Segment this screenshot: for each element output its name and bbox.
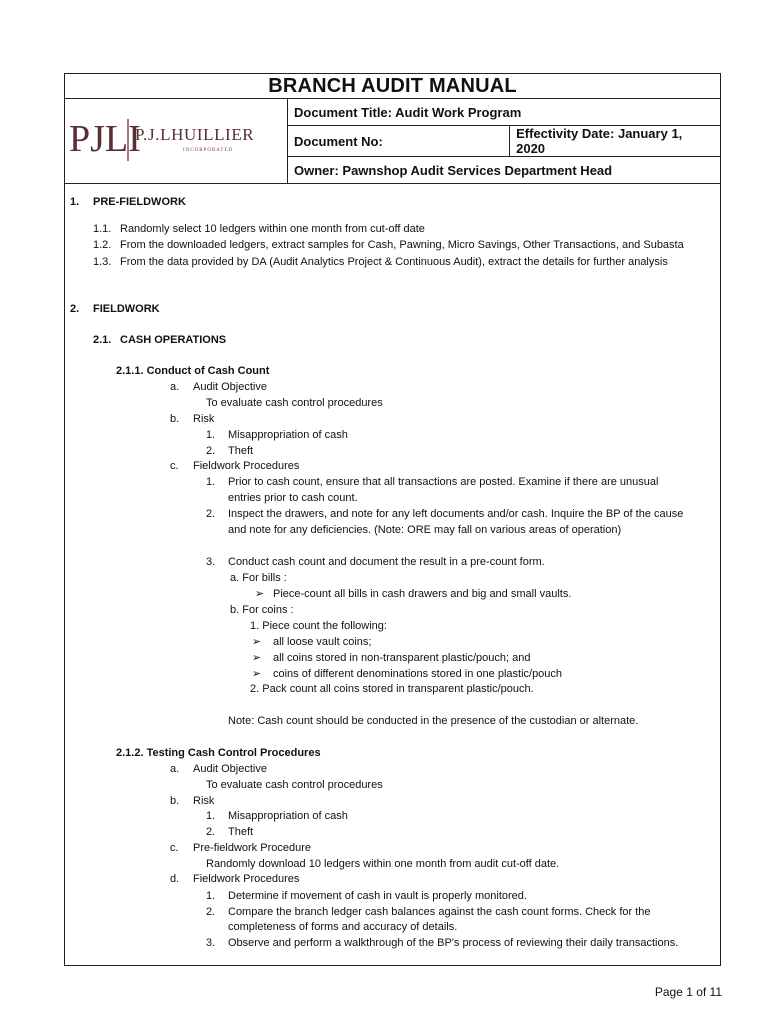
text-line: Piece-count all bills in cash drawers and big and small vaults.: [273, 588, 572, 600]
text-line: b. For coins :: [230, 604, 294, 616]
svg-text:INCORPORATED: INCORPORATED: [183, 148, 234, 153]
document-header: [65, 99, 720, 184]
document-title: Document Title: Audit Work Program: [294, 104, 522, 120]
text-line: Fieldwork Procedures: [193, 873, 300, 885]
text-line: entries prior to cash count.: [228, 492, 358, 504]
owner-row: [288, 157, 720, 183]
text-line: 2.1.1. Conduct of Cash Count: [116, 365, 270, 377]
svg-text:PJLI: PJLI: [69, 118, 141, 160]
text-line: Audit Objective: [193, 763, 267, 775]
text-line: Note: Cash count should be conducted in the presence of the custodian or alternate.: [228, 715, 639, 727]
text-line: c.: [170, 842, 179, 854]
text-line: To evaluate cash control procedures: [206, 779, 383, 791]
text-line: Theft: [228, 826, 254, 838]
text-line: a. For bills :: [230, 572, 287, 584]
text-line: FIELDWORK: [93, 303, 160, 315]
text-line: c.: [170, 460, 179, 472]
text-line: Prior to cash count, ensure that all transactions are posted. Examine if there are unusual: [228, 476, 659, 488]
text-line: Determine if movement of cash in vault is properly monitored.: [228, 890, 527, 902]
text-line: 2.: [206, 906, 216, 918]
text-line: Audit Objective: [193, 381, 267, 393]
text-line: Risk: [193, 795, 215, 807]
text-line: 2.: [206, 445, 216, 457]
text-line: d.: [170, 873, 180, 885]
document-title-row: [288, 99, 720, 126]
text-line: and note for any deficiencies. (Note: ORE may fall on various areas of operation): [228, 524, 622, 536]
text-line: a.: [170, 763, 180, 775]
text-line: 3.: [206, 937, 216, 949]
text-line: 1.: [206, 890, 216, 902]
text-line: Compare the branch ledger cash balances against the cash count forms. Check for the: [228, 906, 651, 918]
company-logo: [65, 99, 288, 183]
manual-title: BRANCH AUDIT MANUAL: [65, 74, 720, 99]
bullet-arrow-icon: ➢: [252, 652, 262, 664]
text-line: Inspect the drawers, and note for any left documents and/or cash. Inquire the BP of the cause: [228, 508, 684, 520]
text-line: Misappropriation of cash: [228, 810, 348, 822]
text-line: 1.: [206, 810, 216, 822]
text-line: Misappropriation of cash: [228, 429, 348, 441]
text-line: Randomly download 10 ledgers within one month from audit cut-off date.: [206, 858, 560, 870]
text-line: completeness of forms and accuracy of details.: [228, 921, 458, 933]
text-line: Observe and perform a walkthrough of the BP's process of reviewing their daily transactions.: [228, 937, 679, 949]
effectivity-date: Effectivity Date: January 1, 2020: [516, 126, 683, 156]
text-line: From the downloaded ledgers, extract samples for Cash, Pawning, Micro Savings, Other Transactions, and Subasta: [120, 239, 684, 251]
text-line: 2.1.2. Testing Cash Control Procedures: [116, 747, 321, 759]
document-number: Document No:: [288, 126, 510, 156]
text-line: From the data provided by DA (Audit Analytics Project & Continuous Audit), extract the details for further analysis: [120, 256, 668, 268]
text-line: all loose vault coins;: [273, 636, 372, 648]
text-line: 1. Piece count the following:: [250, 620, 387, 632]
text-line: Conduct cash count and document the result in a pre-count form.: [228, 556, 545, 568]
text-line: Pre-fieldwork Procedure: [193, 842, 311, 854]
text-line: 1.: [206, 476, 216, 488]
bullet-arrow-icon: ➢: [252, 668, 262, 680]
text-line: 1.2.: [93, 239, 112, 251]
text-line: all coins stored in non-transparent plastic/pouch; and: [273, 652, 531, 664]
text-line: 1.1.: [93, 223, 112, 235]
page-number: Page 1 of 11: [654, 985, 722, 999]
text-line: 1.: [206, 429, 216, 441]
bullet-arrow-icon: ➢: [255, 588, 265, 600]
pjli-logo-icon: [65, 99, 287, 183]
text-line: 1.3.: [93, 256, 112, 268]
svg-text:P.J.LHUILLIER: P.J.LHUILLIER: [135, 125, 255, 144]
text-line: 2. Pack count all coins stored in transparent plastic/pouch.: [250, 683, 534, 695]
text-line: a.: [170, 381, 180, 393]
document-meta-row: [288, 126, 720, 157]
document-owner: Owner: Pawnshop Audit Services Department Head: [294, 162, 613, 178]
text-line: Risk: [193, 413, 215, 425]
text-line: 2.: [70, 303, 80, 315]
text-line: To evaluate cash control procedures: [206, 397, 383, 409]
text-line: 2.1.: [93, 334, 112, 346]
text-line: Fieldwork Procedures: [193, 460, 300, 472]
text-line: CASH OPERATIONS: [120, 334, 227, 346]
text-line: PRE-FIELDWORK: [93, 196, 186, 208]
text-line: 3.: [206, 556, 216, 568]
text-line: b.: [170, 795, 180, 807]
bullet-arrow-icon: ➢: [252, 636, 262, 648]
text-line: coins of different denominations stored in one plastic/pouch: [273, 668, 563, 680]
text-line: 2.: [206, 826, 216, 838]
text-line: Randomly select 10 ledgers within one month from cut-off date: [120, 223, 425, 235]
text-line: b.: [170, 413, 180, 425]
text-line: 1.: [70, 196, 80, 208]
text-line: 2.: [206, 508, 216, 520]
text-line: Theft: [228, 445, 254, 457]
